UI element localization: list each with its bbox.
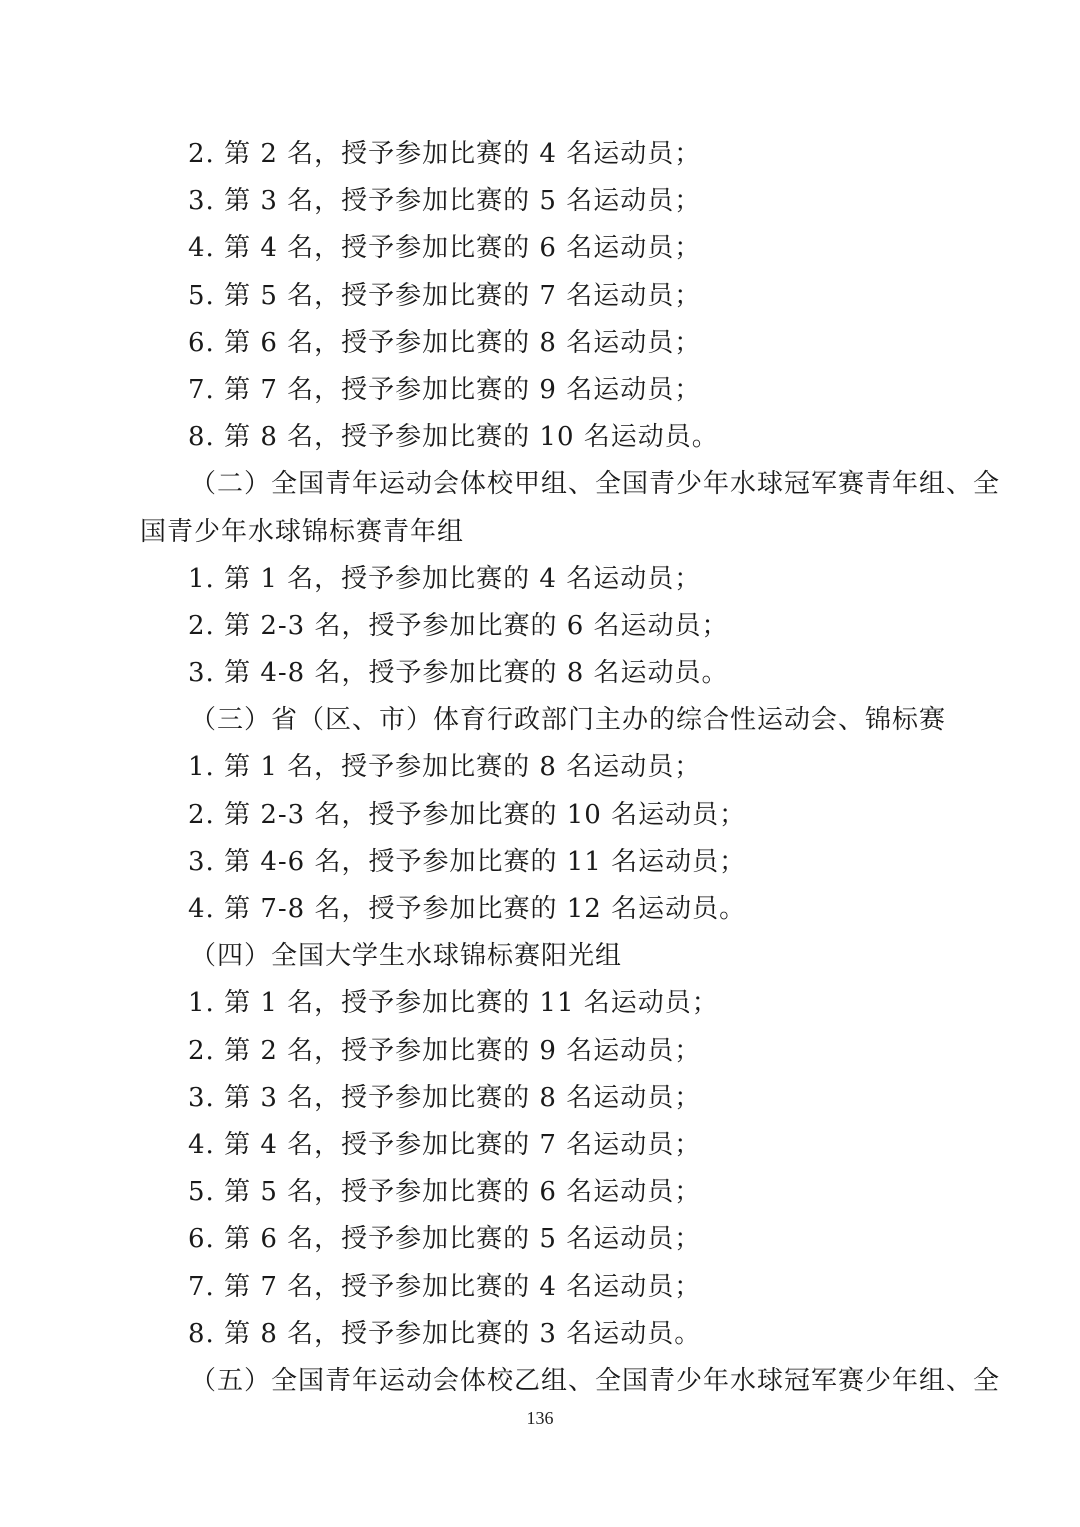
list-item: 6. 第 6 名，授予参加比赛的 8 名运动员； xyxy=(188,327,702,358)
list-item: 5. 第 5 名，授予参加比赛的 7 名运动员； xyxy=(188,280,702,311)
list-item: 8. 第 8 名，授予参加比赛的 3 名运动员。 xyxy=(188,1318,702,1349)
list-item: 2. 第 2 名，授予参加比赛的 9 名运动员； xyxy=(188,1035,702,1066)
list-item: 7. 第 7 名，授予参加比赛的 9 名运动员； xyxy=(188,374,702,405)
list-item: 4. 第 4 名，授予参加比赛的 6 名运动员； xyxy=(188,233,702,264)
list-item: 3. 第 4-8 名，授予参加比赛的 8 名运动员。 xyxy=(188,658,729,689)
section-heading-5: （五）全国青年运动会体校乙组、全国青少年水球冠军赛少年组、全 xyxy=(190,1365,1001,1396)
list-item: 1. 第 1 名，授予参加比赛的 8 名运动员； xyxy=(188,752,702,783)
section-heading-2-continued: 国青少年水球锦标赛青年组 xyxy=(140,516,465,547)
list-item: 4. 第 7-8 名，授予参加比赛的 12 名运动员。 xyxy=(188,894,747,924)
list-item: 2. 第 2-3 名，授予参加比赛的 10 名运动员； xyxy=(188,799,747,830)
list-item: 5. 第 5 名，授予参加比赛的 6 名运动员； xyxy=(188,1177,702,1208)
list-item: 3. 第 4-6 名，授予参加比赛的 11 名运动员； xyxy=(188,846,747,877)
document-body xyxy=(0,131,1080,1405)
list-item: 6. 第 6 名，授予参加比赛的 5 名运动员； xyxy=(188,1224,702,1255)
section-heading-2: （二）全国青年运动会体校甲组、全国青少年水球冠军赛青年组、全 xyxy=(190,469,1001,500)
list-item: 1. 第 1 名，授予参加比赛的 4 名运动员； xyxy=(188,563,702,594)
section-heading-3: （三）省（区、市）体育行政部门主办的综合性运动会、锦标赛 xyxy=(190,705,947,736)
list-item: 2. 第 2 名，授予参加比赛的 4 名运动员； xyxy=(188,139,702,169)
list-item: 4. 第 4 名，授予参加比赛的 7 名运动员； xyxy=(188,1129,702,1160)
list-item: 7. 第 7 名，授予参加比赛的 4 名运动员； xyxy=(188,1271,702,1302)
list-item: 2. 第 2-3 名，授予参加比赛的 6 名运动员； xyxy=(188,610,729,641)
list-item: 3. 第 3 名，授予参加比赛的 8 名运动员； xyxy=(188,1082,702,1113)
list-item: 8. 第 8 名，授予参加比赛的 10 名运动员。 xyxy=(188,422,719,453)
list-item: 1. 第 1 名，授予参加比赛的 11 名运动员； xyxy=(188,988,719,1019)
page-number: 136 xyxy=(526,1408,554,1428)
list-item: 3. 第 3 名，授予参加比赛的 5 名运动员； xyxy=(188,186,702,217)
section-heading-4: （四）全国大学生水球锦标赛阳光组 xyxy=(190,941,623,972)
